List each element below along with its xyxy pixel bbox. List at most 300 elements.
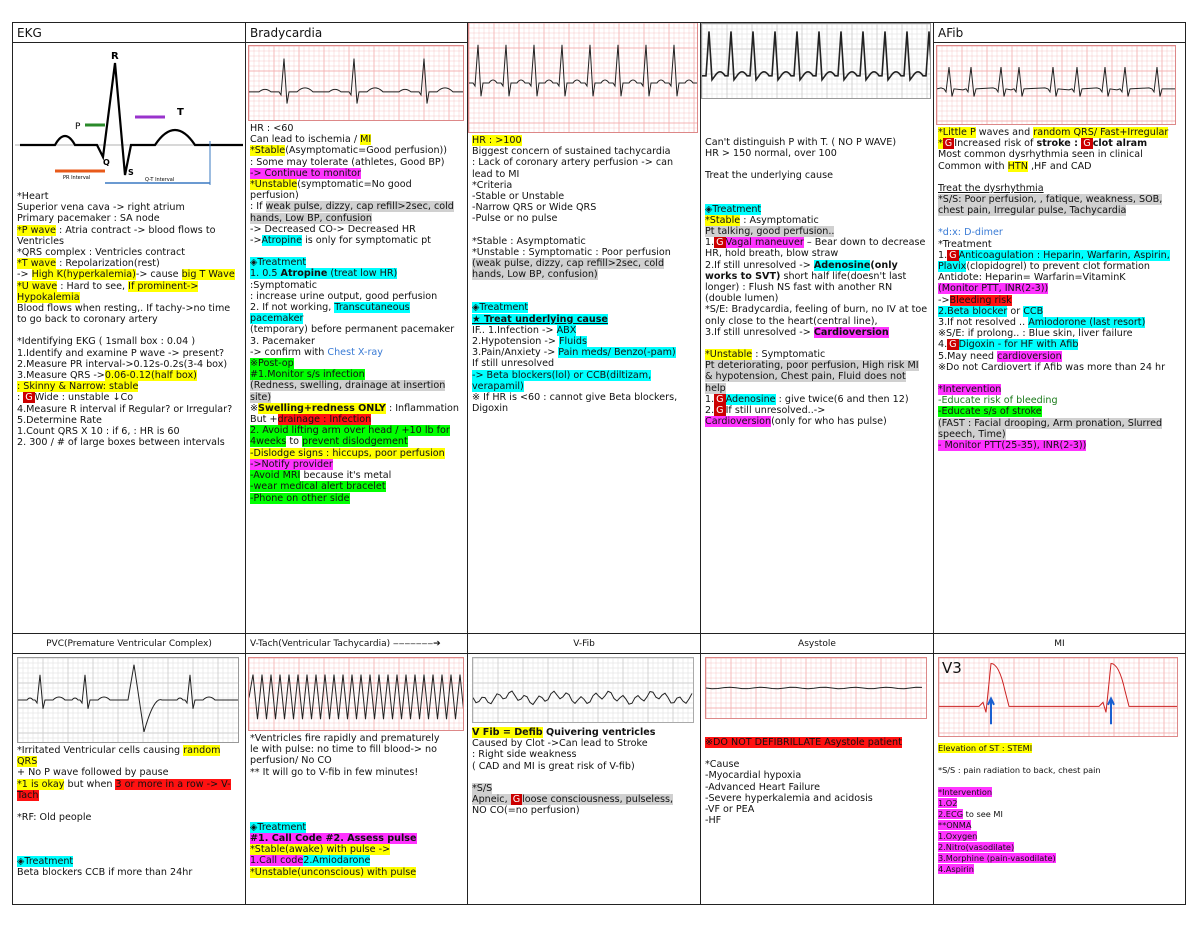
note-text: Most common dysrhythmia seen in clinical xyxy=(938,149,1143,161)
note-text: 2.Amiodarone xyxy=(303,855,371,867)
note-text: *Cause xyxy=(705,759,740,771)
note-line xyxy=(705,327,929,338)
note-text: 1. xyxy=(938,249,948,261)
note-line xyxy=(705,349,929,360)
note-line xyxy=(938,754,1181,765)
note-text: *S/E: Bradycardia, feeling of burn, no IV at toe only close to the heart(central line), xyxy=(705,304,928,327)
note-text: -Narrow QRS or Wide QRS xyxy=(472,202,597,214)
note-line xyxy=(17,269,241,280)
vfib-column xyxy=(468,634,701,904)
note-line xyxy=(250,481,463,492)
note-text: to see MI xyxy=(963,809,1003,819)
note-text: * xyxy=(938,138,943,150)
warning-tag: G xyxy=(949,249,957,261)
pvc-notes xyxy=(13,743,245,881)
note-text: le with pulse: no time to fill blood-> no perfusion/ No CO xyxy=(250,744,437,767)
note-line xyxy=(938,384,1181,395)
note-line xyxy=(250,268,463,279)
note-text: -VF or PEA xyxy=(705,804,755,816)
vtach-ecg-trace xyxy=(249,658,463,730)
note-line xyxy=(938,351,1181,362)
note-line xyxy=(705,159,929,170)
note-text: – Bear down to decrease HR, hold breath, blow straw xyxy=(705,237,926,260)
note-line xyxy=(17,856,241,867)
note-line xyxy=(705,237,929,259)
note-line xyxy=(705,360,929,394)
note-text: #1. Call Code #2. Assess pulse xyxy=(250,833,417,845)
note-line xyxy=(250,302,463,324)
note-line xyxy=(472,772,696,783)
note-text: Pt talking, good perfusion.. xyxy=(705,226,835,238)
note-text: is only for symptomatic pt xyxy=(302,235,431,247)
note-text: *Unstable : Symptomatic : Poor perfusion xyxy=(472,246,671,258)
note-text: prevent dislodgement xyxy=(302,436,408,448)
note-line xyxy=(705,338,929,349)
note-text: ,HF and CAD xyxy=(1027,160,1092,172)
note-text: -> xyxy=(938,294,950,306)
note-text: Superior vena cava -> right atrium xyxy=(17,202,185,214)
note-line xyxy=(472,258,696,280)
note-line xyxy=(705,204,929,215)
note-line xyxy=(250,470,463,481)
note-text: 2.Measure PR interval->0.12s-0.2s(3-4 box) xyxy=(17,358,228,370)
svt-column xyxy=(701,23,934,633)
note-line xyxy=(250,493,463,504)
afib-column xyxy=(934,23,1185,633)
note-line xyxy=(17,867,241,878)
note-line xyxy=(472,302,696,313)
note-text: Pain meds/ Benzo(-pam) xyxy=(558,347,676,359)
note-line xyxy=(938,161,1181,172)
note-line xyxy=(705,405,929,416)
note-text: Wide : unstable ↓Co xyxy=(34,392,134,404)
note-line xyxy=(938,418,1181,440)
ekg-column xyxy=(13,23,246,633)
note-line xyxy=(250,767,463,778)
note-text: IF.. 1.Infection -> xyxy=(472,324,557,336)
ecg-rhythm-line xyxy=(249,675,463,720)
note-line xyxy=(250,744,463,766)
note-text: -Stable or Unstable xyxy=(472,191,565,203)
note-text: CCB xyxy=(1023,305,1044,317)
note-line xyxy=(938,227,1181,238)
note-text: : If xyxy=(250,201,266,213)
tachycardia-ecg-strip xyxy=(468,23,698,133)
note-text: Elevation of ST : STEMI xyxy=(938,743,1033,753)
note-line xyxy=(17,213,241,224)
note-text: *Little P xyxy=(938,127,976,138)
note-text: ◈Treatment xyxy=(250,257,307,269)
note-text: 3.Pain/Anxiety -> xyxy=(472,347,559,359)
note-text: *Stable xyxy=(705,214,741,226)
note-text: : Some may tolerate (athletes, Good BP) xyxy=(250,156,445,168)
note-text: to xyxy=(286,436,303,448)
note-line xyxy=(17,812,241,823)
note-text: HTN xyxy=(1007,160,1028,172)
note-line xyxy=(705,215,929,226)
note-text: *1 is okay xyxy=(17,778,65,790)
note-line xyxy=(250,280,463,291)
mi-ecg-strip xyxy=(938,657,1178,737)
note-text: -Educate risk of bleeding xyxy=(938,395,1058,407)
note-text: Treat the underlying cause xyxy=(705,170,834,182)
note-line xyxy=(938,820,1181,831)
asystole-notes xyxy=(701,719,933,828)
note-text: Chest X-ray xyxy=(327,346,383,358)
note-line xyxy=(472,347,696,358)
pvc-ecg-trace xyxy=(18,658,238,742)
note-line xyxy=(705,416,929,427)
note-line xyxy=(938,172,1181,183)
p-wave-label: P xyxy=(75,122,81,132)
note-text: *Stable : Asymptomatic xyxy=(472,235,586,247)
note-text: *Ventricles fire rapidly and prematurely xyxy=(250,733,440,744)
note-line xyxy=(17,281,241,303)
brady-ecg-trace xyxy=(249,46,463,120)
note-line xyxy=(250,358,463,369)
note-text: -Severe hyperkalemia and acidosis xyxy=(705,792,873,804)
note-text: *U wave xyxy=(17,280,58,292)
note-line xyxy=(250,778,463,789)
note-text: drainage : Infection xyxy=(277,414,372,426)
note-text: 1.Count QRS X 10 : if 6, : HR is 60 xyxy=(17,426,180,438)
note-line xyxy=(938,183,1181,194)
note-line xyxy=(17,348,241,359)
note-text: : increase urine output, good perfusion xyxy=(250,290,438,302)
note-line xyxy=(17,801,241,812)
note-line xyxy=(250,224,463,235)
note-line xyxy=(472,370,696,392)
note-text: weak pulse, dizzy, cap refill>2sec, cold hands, Low BP, confusion xyxy=(250,201,454,224)
bradycardia-notes xyxy=(246,121,467,506)
note-line xyxy=(938,765,1181,776)
note-line xyxy=(250,168,463,179)
note-text: ◈Treatment xyxy=(250,821,307,833)
note-line xyxy=(938,283,1181,294)
ekg-waveform-diagram xyxy=(15,45,243,185)
note-line xyxy=(17,779,241,801)
mi-header: MI xyxy=(934,634,1185,654)
note-line xyxy=(705,815,929,826)
vfib-ecg-trace xyxy=(473,658,693,722)
asystole-ecg-strip xyxy=(705,657,927,719)
note-line xyxy=(472,392,696,414)
note-text: 3.If still unresolved -> xyxy=(705,326,814,338)
note-line xyxy=(250,380,463,402)
note-text: : Symptomatic xyxy=(752,349,826,361)
note-text: *Identifying EKG ( 1small box : 0.04 ) xyxy=(17,336,196,348)
note-text: *Irritated Ventricular cells causing xyxy=(17,745,184,756)
note-text: ※ xyxy=(250,402,259,414)
note-text: Can't distinguish P with T. ( NO P WAVE) xyxy=(705,137,897,148)
note-text: 2.Beta blocker xyxy=(938,305,1008,317)
note-line xyxy=(250,414,463,425)
note-line xyxy=(705,748,929,759)
note-text: : Right side weakness xyxy=(472,749,577,761)
note-line xyxy=(250,800,463,811)
note-text: *Stable(awake) with pulse -> xyxy=(250,844,391,856)
note-line xyxy=(250,324,463,335)
vtach-ecg-strip xyxy=(248,657,464,731)
note-line xyxy=(472,236,696,247)
note-text: 3.Measure QRS -> xyxy=(17,370,105,382)
note-text: (weak pulse, dizzy, cap refill>2sec, cold hands, Low BP, confusion) xyxy=(472,258,665,281)
note-text: Swelling+redness ONLY xyxy=(258,402,386,414)
note-line xyxy=(705,148,929,159)
warning-tag: G xyxy=(512,794,521,806)
note-line xyxy=(938,842,1181,853)
note-text: Caused by Clot ->Can lead to Stroke xyxy=(472,738,648,750)
note-line xyxy=(17,823,241,834)
sinus-tachycardia-column xyxy=(468,23,701,633)
note-line xyxy=(938,395,1181,406)
note-text: -> Continue to monitor xyxy=(250,167,361,179)
note-line xyxy=(938,306,1181,317)
note-text: ※Post-op xyxy=(250,358,294,370)
note-text: *d:x: D-dimer xyxy=(938,227,1003,239)
note-text: : Repolarization(rest) xyxy=(56,258,160,270)
vfib-header: V-Fib xyxy=(468,634,700,654)
note-line xyxy=(938,373,1181,384)
pvc-column xyxy=(13,634,246,904)
t-wave-label: T xyxy=(177,107,184,118)
note-text: : give twice(6 and then 12) xyxy=(775,393,909,405)
note-line xyxy=(705,182,929,193)
bradycardia-ecg-strip xyxy=(248,45,464,121)
note-line xyxy=(250,833,463,844)
note-text: -Phone on other side xyxy=(250,492,350,504)
note-line xyxy=(705,170,929,181)
note-line xyxy=(17,247,241,258)
warning-tag: G xyxy=(25,392,33,404)
afib-notes xyxy=(934,125,1185,453)
note-text: Adenosine xyxy=(813,259,871,271)
note-line xyxy=(938,127,1181,138)
note-text: 2.If still unresolved -> xyxy=(705,259,814,271)
warning-tag: G xyxy=(1083,138,1091,150)
note-text: 4.Aspirin xyxy=(938,864,974,874)
note-text: 2.Nitro(vasodilate) xyxy=(938,842,1015,852)
note-text: 1. xyxy=(705,237,715,249)
note-text: 2.Hypotension -> xyxy=(472,336,559,348)
note-line xyxy=(938,776,1181,787)
note-line xyxy=(938,239,1181,250)
note-line xyxy=(938,831,1181,842)
note-line xyxy=(705,737,929,748)
mi-notes xyxy=(934,737,1185,877)
note-line xyxy=(17,381,241,392)
note-text: *S/S xyxy=(472,782,493,794)
note-text: ◈Treatment xyxy=(705,203,762,215)
warning-tag: G xyxy=(944,138,953,150)
note-text: Increased risk of xyxy=(954,138,1037,150)
note-line xyxy=(250,789,463,800)
note-text: *Criteria xyxy=(472,179,513,191)
note-text: ** It will go to V-fib in few minutes! xyxy=(250,766,419,778)
note-text: Biggest concern of sustained tachycardia xyxy=(472,146,671,158)
note-text: loose consciousness, pulseless, xyxy=(522,794,674,806)
note-line xyxy=(250,291,463,302)
s-wave-label: S xyxy=(128,168,134,177)
note-text: V Fib = Defib xyxy=(472,727,543,738)
note-text: *S/S: Poor perfusion, , fatique, weakness, SOB, chest pain, Irregular pulse, Tachycardia xyxy=(938,194,1163,217)
mi-lead-label: V3 xyxy=(942,659,962,677)
note-text: But + xyxy=(250,414,278,426)
note-line xyxy=(938,272,1181,283)
note-line xyxy=(472,180,696,191)
note-text: *Unstable(unconscious) with pulse xyxy=(250,866,417,878)
note-text: 4. xyxy=(938,339,948,351)
note-text: *RF: Old people xyxy=(17,812,92,824)
note-text: short half life(doesn't last longer) : Flush NS fast with another RN (double lumen) xyxy=(705,270,907,305)
note-line xyxy=(705,804,929,815)
mi-column xyxy=(934,634,1185,904)
note-text: : Hard to see, xyxy=(57,280,129,292)
asystole-ecg-trace xyxy=(706,658,926,718)
note-line xyxy=(250,822,463,833)
note-line xyxy=(250,733,463,744)
note-text: Atropine xyxy=(261,235,303,247)
note-text: (Asymptomatic=Good perfusion)) xyxy=(285,145,448,157)
note-line xyxy=(17,191,241,202)
note-line xyxy=(705,394,929,405)
note-text: 2. xyxy=(705,405,715,417)
note-line xyxy=(250,179,463,201)
note-text: (Monitor PTT, INR(2-3)) xyxy=(938,283,1049,295)
note-line xyxy=(938,787,1181,798)
note-text: (FAST : Facial drooping, Arm pronation, Slurred speech, Time) xyxy=(938,417,1163,440)
note-text: 1. 0.5 xyxy=(250,268,281,280)
svt-notes xyxy=(701,99,933,429)
note-text: -> xyxy=(250,235,262,247)
note-text: ※Do not Cardiovert if Afib was more than 24 hr xyxy=(938,361,1166,373)
note-line xyxy=(17,303,241,325)
note-text: If prominent-> Hypokalemia xyxy=(17,280,199,303)
tach-ecg-trace xyxy=(469,23,697,132)
note-line xyxy=(938,362,1181,373)
warning-tag: G xyxy=(716,405,724,417)
vtach-notes xyxy=(246,731,467,880)
note-line xyxy=(938,864,1181,875)
note-line xyxy=(17,415,241,426)
note-text: Cardioversion xyxy=(813,326,889,338)
note-text: ◈Treatment xyxy=(17,856,74,868)
note-text: NO CO(=no perfusion) xyxy=(472,805,580,817)
note-text: ◈Treatment xyxy=(472,302,529,314)
svt-ecg-trace xyxy=(702,24,930,98)
note-text: -> confirm with xyxy=(250,346,328,358)
note-text: (clopidogrel) to prevent clot formation xyxy=(966,261,1150,273)
note-line xyxy=(938,406,1181,417)
note-text: ABX xyxy=(556,324,577,336)
note-text: big T Wave xyxy=(181,269,235,281)
note-line xyxy=(938,809,1181,820)
note-text: 3.Morphine (pain-vasodilate) xyxy=(938,853,1056,863)
note-text: Vagal maneuver xyxy=(725,237,804,249)
note-text: -Avoid MRI xyxy=(250,470,301,482)
note-text: Treat the dysrhythmia xyxy=(938,182,1044,194)
note-text: Fluids xyxy=(558,336,587,348)
note-text: MI xyxy=(360,134,372,146)
note-text: High K(hyperkalemia) xyxy=(31,269,136,281)
ekg-study-sheet xyxy=(12,22,1186,905)
note-text: 0.06-0.12(half box) xyxy=(104,370,197,382)
note-text: : Atria contract -> blood flows to Ventricles xyxy=(17,224,216,247)
note-text: ->Notify provider xyxy=(250,458,333,470)
note-text: because it's metal xyxy=(300,470,392,482)
note-text: ※DO NOT DEFIBRILLATE Asystole patient xyxy=(705,737,902,748)
note-line xyxy=(250,425,463,447)
note-text: *Unstable xyxy=(250,179,298,191)
note-line xyxy=(250,157,463,168)
note-line xyxy=(250,403,463,414)
note-text: Transcutaneous pacemaker xyxy=(250,302,410,325)
note-line xyxy=(705,226,929,237)
note-text: (only for who has pulse) xyxy=(771,416,887,428)
note-text: Blood flows when resting,. If tachy->no time to go back to coronary artery xyxy=(17,303,231,326)
note-line xyxy=(17,404,241,415)
note-text: Digoxin - for HF with Afib xyxy=(958,339,1079,351)
note-text: *Stable xyxy=(250,145,286,157)
afib-header: AFib xyxy=(934,23,1185,43)
note-text: 4.Measure R interval if Regular? or Irregular? xyxy=(17,403,233,415)
note-text: ※S/E: if prolong.. : Blue skin, liver failure xyxy=(938,328,1133,340)
note-line xyxy=(17,437,241,448)
mi-ecg-trace xyxy=(939,658,1177,736)
note-line xyxy=(17,258,241,269)
note-line xyxy=(250,855,463,866)
ecg-rhythm-line xyxy=(937,67,1175,96)
vfib-notes xyxy=(468,723,700,818)
qt-interval-label: Q-T Interval xyxy=(145,177,175,183)
note-line xyxy=(17,392,241,403)
note-line xyxy=(250,369,463,380)
note-text: If still unresolved xyxy=(472,358,555,370)
note-text: *P wave xyxy=(17,224,56,236)
afib-ecg-strip xyxy=(936,45,1176,125)
note-line xyxy=(472,749,696,760)
warning-tag: G xyxy=(949,339,957,351)
afib-ecg-trace xyxy=(937,46,1175,124)
note-text: -> xyxy=(17,269,32,281)
ekg-header: EKG xyxy=(13,23,245,43)
note-line xyxy=(472,135,696,146)
note-line xyxy=(250,257,463,268)
tachycardia-notes xyxy=(468,133,700,416)
note-text: cardioversion xyxy=(997,350,1062,362)
note-text: -wear medical alert bracelet xyxy=(250,481,386,493)
note-text: HR : <60 xyxy=(250,123,294,134)
note-line xyxy=(938,440,1181,451)
note-line xyxy=(472,761,696,772)
note-text: *QRS complex : Ventricles contract xyxy=(17,247,186,259)
note-line xyxy=(250,201,463,223)
note-text: *Intervention xyxy=(938,787,993,797)
note-text: Apneic, xyxy=(472,794,511,806)
note-text: Anticoagulation : Heparin, Warfarin, Aspirin, Plavix xyxy=(938,249,1170,273)
note-line xyxy=(250,336,463,347)
note-line xyxy=(938,853,1181,864)
note-line xyxy=(250,459,463,470)
note-text: Beta blockers CCB if more than 24hr xyxy=(17,867,193,879)
note-text: #1.Monitor s/s infection xyxy=(250,369,365,381)
note-text: -Pulse or no pulse xyxy=(472,213,558,225)
note-line xyxy=(472,727,696,738)
note-text: (treat low HR) xyxy=(327,268,398,280)
note-line xyxy=(250,134,463,145)
note-text: 5.Determine Rate xyxy=(17,414,102,426)
note-text: -> cause xyxy=(135,269,182,281)
